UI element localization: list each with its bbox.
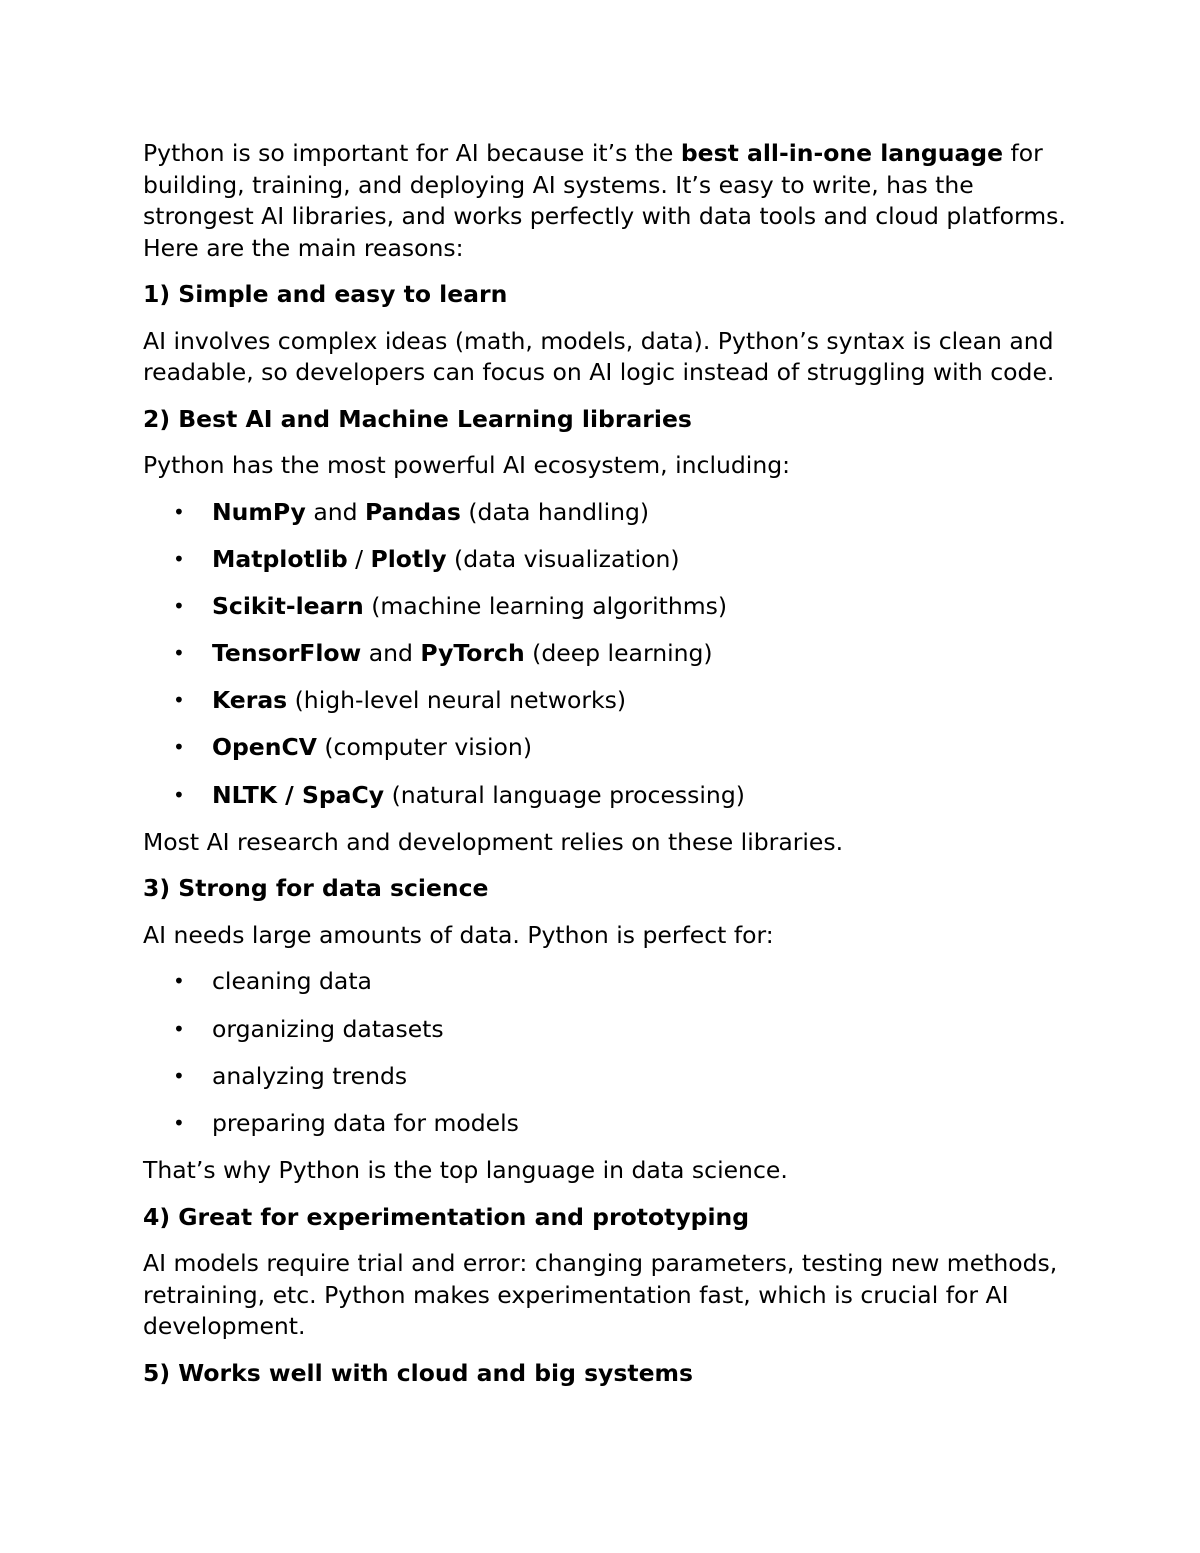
library-name: NumPy	[212, 497, 306, 526]
bullet-icon: •	[173, 641, 185, 666]
library-sep: and	[305, 497, 366, 526]
libraries-list	[143, 497, 1073, 812]
intro-paragraph	[143, 138, 1073, 264]
document-page	[143, 138, 1073, 1404]
bullet-icon: •	[173, 499, 185, 524]
data-tasks-list	[143, 966, 1073, 1139]
library-name: TensorFlow	[212, 639, 362, 668]
list-item	[143, 544, 1073, 576]
bullet-icon: •	[173, 1016, 185, 1041]
list-item	[143, 1014, 1073, 1046]
library-desc: (high-level neural networks)	[287, 686, 627, 715]
library-sep: and	[361, 639, 421, 668]
bullet-icon: •	[173, 969, 185, 994]
section2-heading: 2) Best AI and Machine Learning libraries	[143, 404, 692, 433]
bullet-icon: •	[173, 546, 185, 571]
library-desc: (deep learning)	[524, 639, 713, 668]
section3-intro: AI needs large amounts of data. Python is perfect for:	[143, 920, 774, 949]
list-item-text: analyzing trends	[212, 1061, 408, 1090]
bullet-icon: •	[173, 735, 185, 760]
bullet-icon: •	[173, 782, 185, 807]
section1-heading: 1) Simple and easy to learn	[143, 280, 508, 308]
section2-intro: Python has the most powerful AI ecosystem, including:	[143, 451, 791, 479]
list-item-text: preparing data for models	[212, 1108, 519, 1137]
list-item	[143, 780, 1073, 812]
section3-heading: 3) Strong for data science	[143, 874, 489, 903]
section4-heading: 4) Great for experimentation and prototyping	[143, 1202, 750, 1231]
section4-body: AI models require trial and error: changing parameters, testing new methods, retraining, etc. Python makes experimentation fast, which is crucial for AI development.	[143, 1249, 1058, 1341]
section5-heading: 5) Works well with cloud and big systems	[143, 1358, 694, 1387]
library-sep: /	[347, 544, 371, 573]
list-item-text: organizing datasets	[212, 1014, 444, 1043]
intro-text-start: Python is so important for AI because it’s the	[143, 139, 681, 167]
library-desc: (computer vision)	[316, 733, 532, 762]
list-item	[143, 497, 1073, 529]
list-item	[143, 1108, 1073, 1140]
section3-outro: That’s why Python is the top language in data science.	[143, 1156, 788, 1185]
library-name: PyTorch	[420, 639, 525, 668]
list-item	[143, 732, 1073, 764]
list-item	[143, 591, 1073, 623]
list-item	[143, 1061, 1073, 1093]
library-desc: (natural language processing)	[384, 780, 745, 809]
list-item	[143, 685, 1073, 717]
library-desc: (data handling)	[460, 497, 650, 526]
library-desc: (data visualization)	[446, 544, 680, 573]
library-name: Pandas	[365, 497, 461, 526]
library-name: OpenCV	[212, 733, 317, 762]
bullet-icon: •	[173, 1110, 185, 1135]
library-desc: (machine learning algorithms)	[363, 591, 728, 620]
section2-outro: Most AI research and development relies on these libraries.	[143, 827, 844, 856]
library-name: Plotly	[370, 544, 447, 573]
library-name: NLTK / SpaCy	[212, 780, 385, 809]
list-item-text: cleaning data	[212, 967, 372, 996]
intro-text-end: for building, training, and deploying AI systems. It’s easy to write, has the strongest AI libraries, and works perfectly with data tools and cloud platforms. Here are the main reasons:	[143, 139, 1066, 262]
bullet-icon: •	[173, 1063, 185, 1088]
section1-body: AI involves complex ideas (math, models, data). Python’s syntax is clean and readable, so developers can focus on AI logic instead of struggling with code.	[143, 326, 1055, 386]
library-name: Scikit-learn	[212, 591, 364, 620]
list-item	[143, 966, 1073, 998]
library-name: Keras	[212, 686, 288, 715]
library-name: Matplotlib	[212, 544, 348, 573]
intro-bold-phrase: best all-in-one language	[680, 139, 1004, 167]
bullet-icon: •	[173, 593, 185, 618]
bullet-icon: •	[173, 688, 185, 713]
list-item	[143, 638, 1073, 670]
